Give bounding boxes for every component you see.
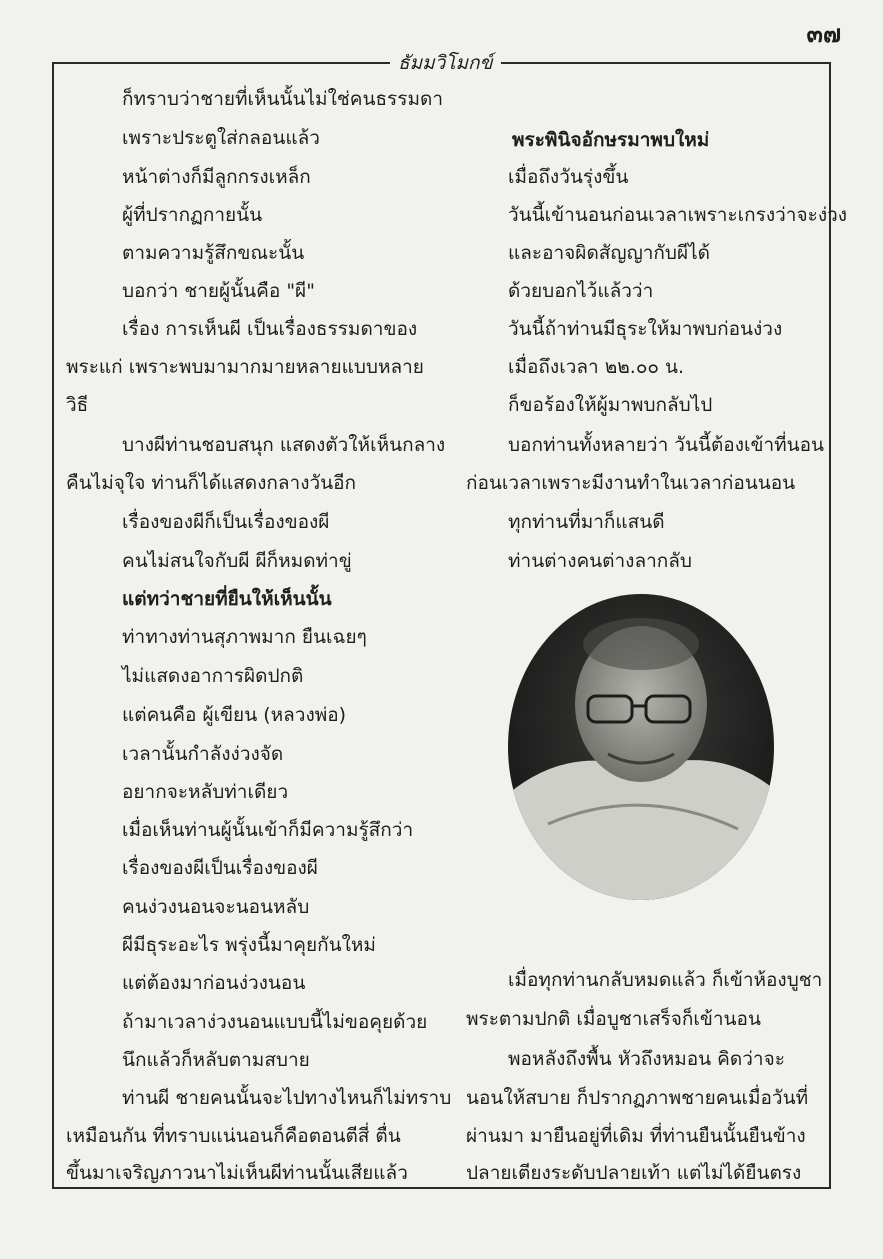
text-line: พระแก่ เพราะพบมามากมายหลายแบบหลาย	[66, 356, 424, 378]
text-line: เพราะประตูใส่กลอนแล้ว	[122, 127, 320, 149]
text-line: ก่อนเวลาเพราะมีงานทำในเวลาก่อนนอน	[466, 472, 796, 494]
text-line: เรื่องของผีก็เป็นเรื่องของผี	[122, 511, 330, 533]
text-line: เมื่อทุกท่านกลับหมดแล้ว ก็เข้าห้องบูชา	[508, 969, 823, 991]
text-line: อยากจะหลับท่าเดียว	[122, 781, 289, 803]
text-line: หน้าต่างก็มีลูกกรงเหล็ก	[122, 166, 311, 188]
text-line: เมื่อถึงวันรุ่งขึ้น	[508, 166, 629, 188]
text-line: ก็ทราบว่าชายที่เห็นนั้นไม่ใช่คนธรรมดา	[122, 88, 443, 110]
text-line: บอกท่านทั้งหลายว่า วันนี้ต้องเข้าที่นอน	[508, 434, 825, 456]
text-line: ท่านต่างคนต่างลากลับ	[508, 550, 692, 572]
text-line: คืนไม่จุใจ ท่านก็ได้แสดงกลางวันอีก	[66, 472, 357, 494]
text-line: ผีมีธุระอะไร พรุ่งนี้มาคุยกันใหม่	[122, 934, 376, 956]
text-line: นอนให้สบาย ก็ปรากฏภาพชายคนเมื่อวันที่	[466, 1087, 809, 1109]
text-line: เรื่องของผีเป็นเรื่องของผี	[122, 857, 318, 879]
text-line: ไม่แสดงอาการผิดปกติ	[122, 665, 304, 687]
text-line: แต่ต้องมาก่อนง่วงนอน	[122, 972, 306, 994]
text-line: ผู้ที่ปรากฏกายนั้น	[122, 204, 263, 226]
text-line: ถ้ามาเวลาง่วงนอนแบบนี้ไม่ขอคุยด้วย	[122, 1011, 428, 1033]
text-line: ก็ขอร้องให้ผู้มาพบกลับไป	[508, 394, 713, 416]
text-line: แต่ทว่าชายที่ยืนให้เห็นนั้น	[122, 588, 332, 610]
text-line: เมื่อเห็นท่านผู้นั้นเข้าก็มีความรู้สึกว่า	[122, 819, 414, 841]
text-line: ท่านผี ชายคนนั้นจะไปทางไหนก็ไม่ทราบ	[122, 1087, 452, 1109]
text-line: ปลายเตียงระดับปลายเท้า แต่ไม่ได้ยืนตรง	[466, 1162, 802, 1184]
text-line: ผ่านมา มายืนอยู่ที่เดิม ที่ท่านยืนนั้นยืนข้าง	[466, 1125, 806, 1147]
text-line: ท่าทางท่านสุภาพมาก ยืนเฉยๆ	[122, 626, 367, 648]
text-line: เรื่อง การเห็นผี เป็นเรื่องธรรมดาของ	[122, 318, 418, 340]
text-line: นึกแล้วก็หลับตามสบาย	[122, 1049, 310, 1071]
text-line: เวลานั้นกำลังง่วงจัด	[122, 743, 284, 765]
text-line: วันนี้ถ้าท่านมีธุระให้มาพบก่อนง่วง	[508, 318, 783, 340]
text-line: บางผีท่านชอบสนุก แสดงตัวให้เห็นกลาง	[122, 434, 446, 456]
text-line: ตามความรู้สึกขณะนั้น	[122, 242, 305, 264]
text-line: เมื่อถึงเวลา ๒๒.๐๐ น.	[508, 356, 685, 378]
monk-portrait-photo	[508, 594, 774, 900]
text-line: คนไม่สนใจกับผี ผีก็หมดท่าขู่	[122, 550, 352, 572]
text-line: พอหลังถึงพื้น หัวถึงหมอน คิดว่าจะ	[508, 1048, 785, 1070]
text-line: พระตามปกติ เมื่อบูชาเสร็จก็เข้านอน	[466, 1008, 761, 1030]
text-line: ทุกท่านที่มาก็แสนดี	[508, 511, 665, 533]
text-line: แต่คนคือ ผู้เขียน (หลวงพ่อ)	[122, 704, 347, 726]
text-line: วิธี	[66, 394, 89, 416]
text-line: ด้วยบอกไว้แล้วว่า	[508, 280, 654, 302]
text-line: คนง่วงนอนจะนอนหลับ	[122, 896, 310, 918]
text-line: ขึ้นมาเจริญภาวนาไม่เห็นผีท่านนั้นเสียแล้ว	[66, 1162, 408, 1184]
text-line: วันนี้เข้านอนก่อนเวลาเพราะเกรงว่าจะง่วง	[508, 204, 848, 226]
section-heading: พระพินิจอักษรมาพบใหม่	[512, 129, 710, 151]
page-number: ๓๗	[806, 20, 841, 48]
text-line: บอกว่า ชายผู้นั้นคือ "ผี"	[122, 280, 315, 302]
header-title: ธัมมวิโมกข์	[390, 48, 501, 78]
text-line: และอาจผิดสัญญากับผีได้	[508, 242, 711, 264]
text-line: เหมือนกัน ที่ทราบแน่นอนก็คือตอนตีสี่ ตื่น	[66, 1125, 401, 1147]
